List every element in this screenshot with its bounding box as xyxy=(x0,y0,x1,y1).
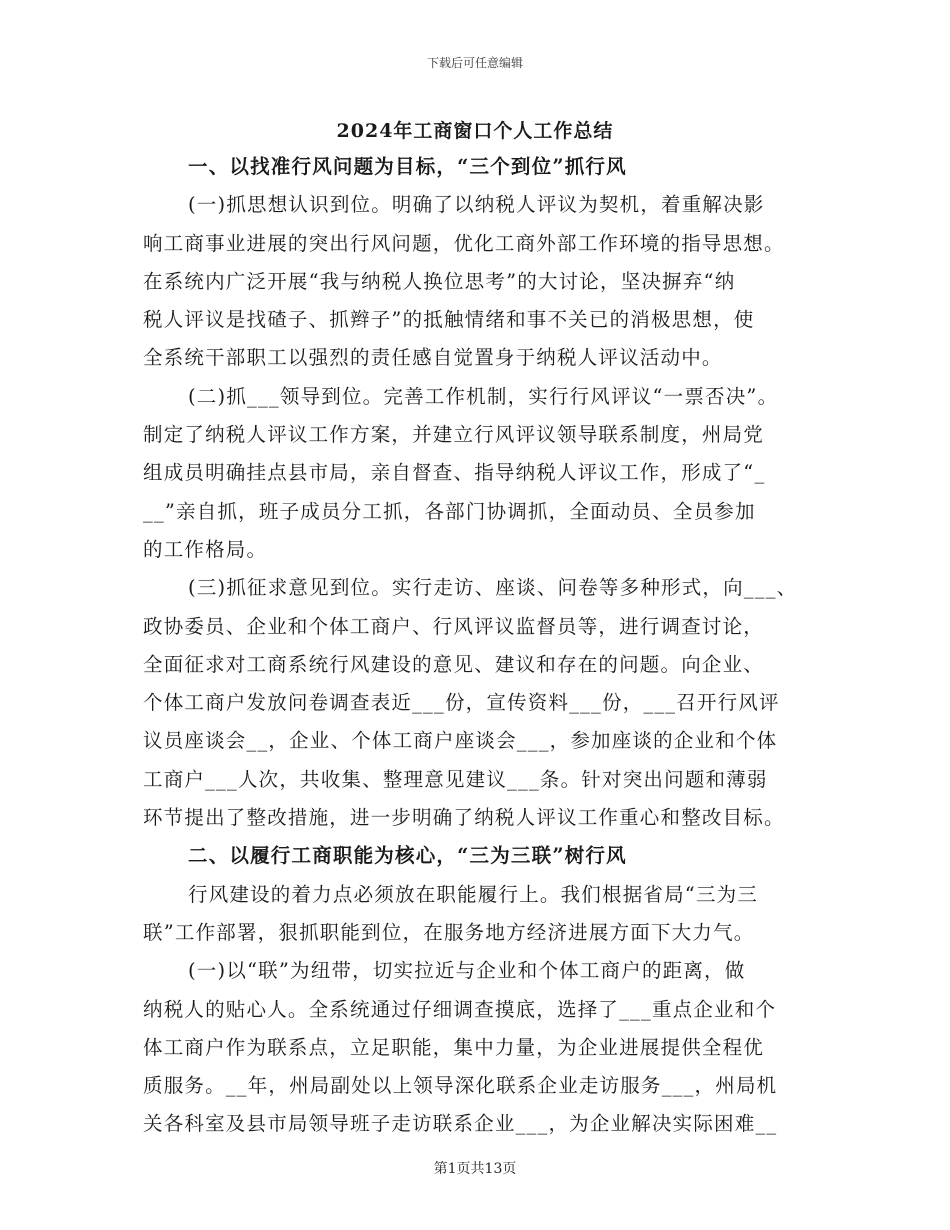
paragraph-line: 纳税人的贴心人。全系统通过仔细调查摸底，选择了___重点企业和个 xyxy=(143,997,777,1021)
paragraph-line: 制定了纳税人评议工作方案，并建立行风评议领导联系制度，州局党 xyxy=(143,423,765,447)
paragraph-line: 在系统内广泛开展“我与纳税人换位思考”的大讨论，坚决摒弃“纳 xyxy=(143,269,736,293)
paragraph-line: 全面征求对工商系统行风建设的意见、建议和存在的问题。向企业、 xyxy=(143,652,765,676)
header-note: 下载后可任意编辑 xyxy=(426,56,523,70)
paragraph-line: 行风建设的着力点必须放在职能履行上。我们根据省局“三为三 xyxy=(188,882,759,906)
paragraph-line: 联”工作部署，狠抓职能到位，在服务地方经济进展方面下大力气。 xyxy=(143,920,755,944)
paragraph-line: __”亲自抓，班子成员分工抓，各部门协调抓，全面动员、全员参加 xyxy=(143,499,756,523)
paragraph-line: 工商户___人次，共收集、整理意见建议___条。针对突出问题和薄弱 xyxy=(143,767,768,791)
paragraph-line: (三)抓征求意见到位。实行走访、座谈、问卷等多种形式，向___、 xyxy=(188,576,798,600)
paragraph-line: (二)抓___领导到位。完善工作机制，实行行风评议“一票否决”。 xyxy=(188,384,779,408)
section-heading-2: 二、以履行工商职能为核心，“三为三联”树行风 xyxy=(188,844,627,868)
paragraph-line: 议员座谈会__，企业、个体工商户座谈会___，参加座谈的企业和个体 xyxy=(143,729,778,753)
paragraph-line: 关各科室及县市局领导班子走访联系企业___，为企业解决实际困难__ xyxy=(143,1112,778,1136)
document-title: 2024年工商窗口个人工作总结 xyxy=(336,120,614,142)
document-body xyxy=(143,148,823,1144)
paragraph-line: 的工作格局。 xyxy=(143,537,268,561)
paragraph-line: 税人评议是找碴子、抓辫子”的抵触情绪和事不关已的消极思想，使 xyxy=(143,308,755,332)
paragraph-line: 环节提出了整改措施，进一步明确了纳税人评议工作重心和整改目标。 xyxy=(143,806,785,830)
paragraph-line: 响工商事业进展的突出行风问题，优化工商外部工作环境的指导思想。 xyxy=(143,231,785,255)
paragraph-line: 质服务。__年，州局副处以上领导深化联系企业走访服务___，州局机 xyxy=(143,1074,778,1098)
paragraph-line: 政协委员、企业和个体工商户、行风评议监督员等，进行调查讨论， xyxy=(143,614,765,638)
paragraph-line: 体工商户作为联系点，立足职能，集中力量，为企业进展提供全程优 xyxy=(143,1035,765,1059)
paragraph-line: (一)以“联”为纽带，切实拉近与企业和个体工商户的距离，做 xyxy=(188,959,746,983)
paragraph-line: 全系统干部职工以强烈的责任感自觉置身于纳税人评议活动中。 xyxy=(143,346,723,370)
paragraph-line: 组成员明确挂点县市局，亲自督查、指导纳税人评议工作，形成了“_ xyxy=(143,461,766,485)
page-footer: 第1页共13页 xyxy=(433,1161,517,1177)
section-heading-1: 一、以找准行风问题为目标，“三个到位”抓行风 xyxy=(188,155,627,178)
paragraph-line: 个体工商户发放问卷调查表近___份，宣传资料___份，___召开行风评 xyxy=(143,691,780,715)
paragraph-line: (一)抓思想认识到位。明确了以纳税人评议为契机，着重解决影 xyxy=(188,193,765,217)
